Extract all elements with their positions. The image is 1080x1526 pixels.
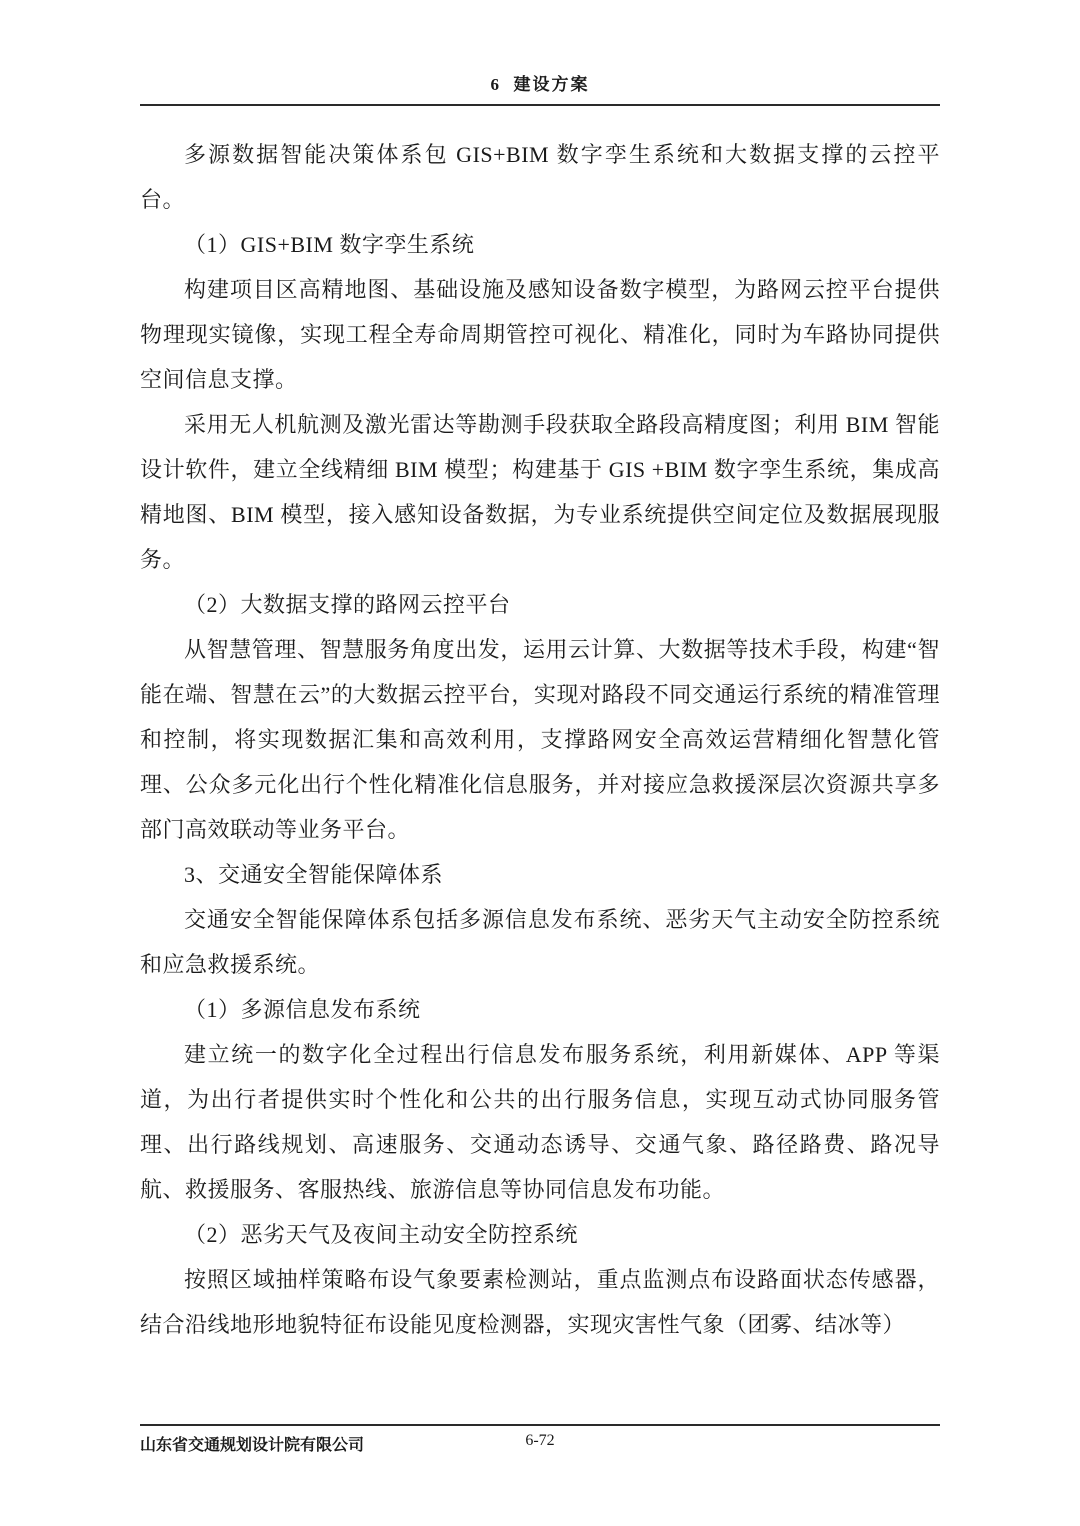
subheading-weather: （2）恶劣天气及夜间主动安全防控系统 — [184, 1222, 579, 1247]
page-header — [140, 70, 940, 106]
subheading-cloud: （2）大数据支撑的路网云控平台 — [184, 592, 511, 617]
footer-company: 山东省交通规划设计院有限公司 — [140, 1437, 365, 1454]
page-footer — [140, 1424, 940, 1462]
paragraph: 多源数据智能决策体系包 GIS+BIM 数字孪生系统和大数据支撑的云控平台。 — [140, 142, 940, 212]
paragraph: 从智慧管理、智慧服务角度出发，运用云计算、大数据等技术手段，构建“智能在端、智慧在云”的大数据云控平台，实现对路段不同交通运行系统的精准管理和控制，将实现数据汇集和高效利用，支撑路网安全高效运营精细化智慧化管理、公众多元化出行个性化精准化信息服务，并对接应急救援深层次资源共享多部门高效联动等业务平台。 — [140, 637, 940, 842]
footer-row — [140, 1432, 940, 1462]
paragraph: 采用无人机航测及激光雷达等勘测手段获取全路段高精度图；利用 BIM 智能设计软件，建立全线精细 BIM 模型；构建基于 GIS +BIM 数字孪生系统，集成高精地图、BIM 模型，接入感知设备数据，为专业系统提供空间定位及数据展现服务。 — [140, 412, 940, 572]
subheading-info: （1）多源信息发布系统 — [184, 997, 421, 1022]
document-body — [140, 132, 940, 1347]
header-title: 6 建设方案 — [490, 75, 590, 94]
paragraph: 构建项目区高精地图、基础设施及感知设备数字模型，为路网云控平台提供物理现实镜像，实现工程全寿命周期管控可视化、精准化，同时为车路协同提供空间信息支撑。 — [140, 277, 940, 392]
paragraph: 交通安全智能保障体系包括多源信息发布系统、恶劣天气主动安全防控系统和应急救援系统。 — [140, 907, 940, 977]
paragraph: 建立统一的数字化全过程出行信息发布服务系统，利用新媒体、APP 等渠道，为出行者提供实时个性化和公共的出行服务信息，实现互动式协同服务管理、出行路线规划、高速服务、交通动态诱导、交通气象、路径路费、路况导航、救援服务、客服热线、旅游信息等协同信息发布功能。 — [140, 1042, 940, 1202]
paragraph: 按照区域抽样策略布设气象要素检测站，重点监测点布设路面状态传感器，结合沿线地形地貌特征布设能见度检测器，实现灾害性气象（团雾、结冰等） — [140, 1267, 940, 1337]
footer-page-number: 6-72 — [525, 1432, 555, 1449]
subheading-gis-bim: （1）GIS+BIM 数字孪生系统 — [184, 232, 475, 257]
header-divider — [140, 104, 940, 106]
subheading-safety: 3、交通安全智能保障体系 — [184, 862, 444, 887]
footer-divider — [140, 1424, 940, 1426]
